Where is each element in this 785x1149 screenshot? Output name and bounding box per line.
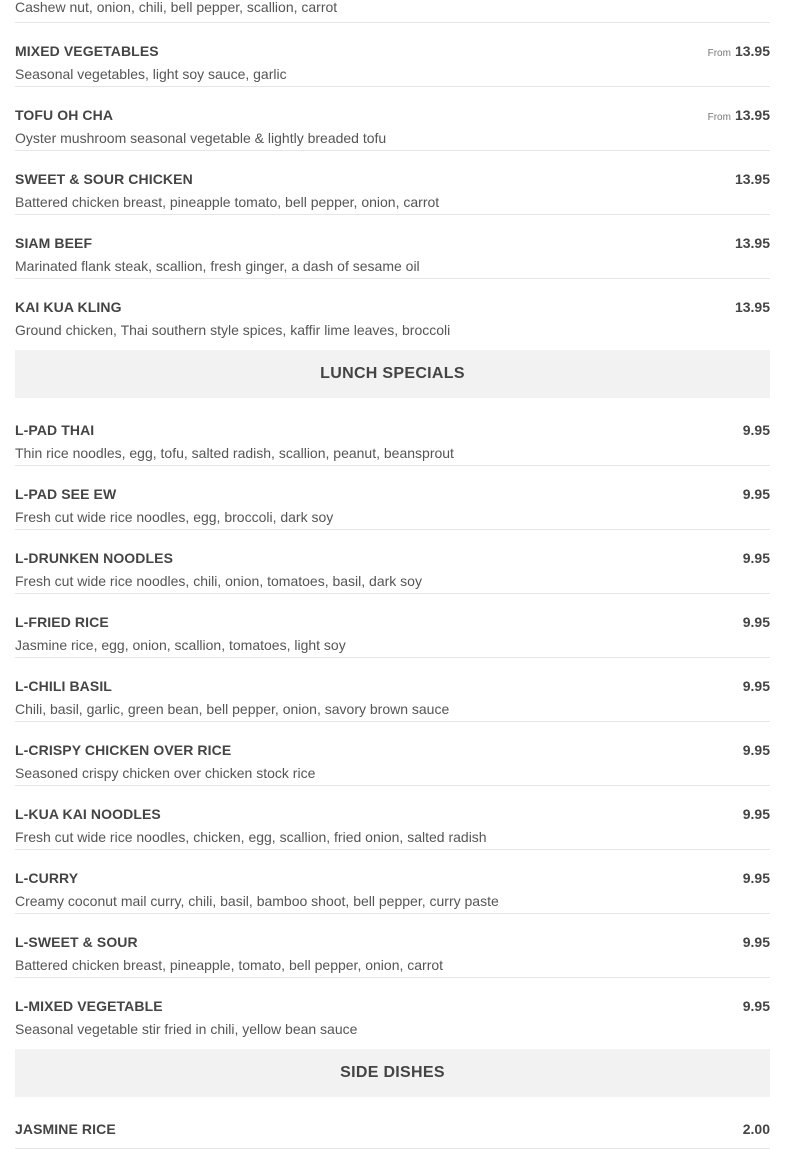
item-name: TOFU OH CHA — [15, 107, 114, 123]
item-name: L-PAD THAI — [15, 422, 95, 438]
item-name: L-SWEET & SOUR — [15, 934, 138, 950]
menu-item[interactable] — [15, 978, 770, 1041]
item-name: L-PAD SEE EW — [15, 486, 117, 502]
item-price: 9.95 — [742, 998, 770, 1014]
item-description: Ground chicken, Thai southern style spices, kaffir lime leaves, broccoli — [15, 322, 451, 338]
item-description: Fresh cut wide rice noodles, chili, onion, tomatoes, basil, dark soy — [15, 573, 422, 589]
item-description: Battered chicken breast, pineapple, tomato, bell pepper, onion, carrot — [15, 957, 444, 973]
item-name: L-CURRY — [15, 870, 79, 886]
item-price: 9.95 — [742, 422, 770, 438]
menu-item[interactable] — [15, 914, 770, 978]
item-name: L-KUA KAI NOODLES — [15, 806, 161, 822]
item-price: 9.95 — [742, 614, 770, 630]
menu-list — [15, 0, 770, 1149]
from-label: From — [707, 112, 731, 123]
menu-item[interactable] — [15, 87, 770, 151]
item-description: Seasonal vegetables, light soy sauce, garlic — [15, 66, 287, 82]
item-name: L-CHILI BASIL — [15, 678, 112, 694]
item-name: L-MIXED VEGETABLE — [15, 998, 163, 1014]
item-name: SIAM BEEF — [15, 235, 93, 251]
item-price: 13.95 — [734, 235, 770, 251]
menu-item[interactable] — [15, 594, 770, 658]
item-price: 9.95 — [742, 870, 770, 886]
item-name: KAI KUA KLING — [15, 299, 122, 315]
menu-item[interactable] — [15, 466, 770, 530]
item-description: Thin rice noodles, egg, tofu, salted radish, scallion, peanut, beansprout — [15, 445, 454, 461]
item-price: 9.95 — [742, 678, 770, 694]
item-name: JASMINE RICE — [15, 1121, 116, 1137]
item-description: Fresh cut wide rice noodles, chicken, egg, scallion, fried onion, salted radish — [15, 829, 487, 845]
menu-item[interactable] — [15, 215, 770, 279]
menu-item[interactable] — [15, 23, 770, 87]
item-name: MIXED VEGETABLES — [15, 43, 159, 59]
item-price: 9.95 — [742, 550, 770, 566]
item-description: Fresh cut wide rice noodles, egg, broccoli, dark soy — [15, 509, 334, 525]
menu-item[interactable] — [15, 402, 770, 466]
item-price: 13.95 — [734, 299, 770, 315]
item-price: 9.95 — [742, 934, 770, 950]
menu-item[interactable] — [15, 1101, 770, 1149]
menu-item[interactable] — [15, 151, 770, 215]
item-description: Jasmine rice, egg, onion, scallion, tomatoes, light soy — [15, 637, 346, 653]
section-header-lunch-specials: LUNCH SPECIALS — [15, 350, 770, 398]
menu-item[interactable] — [15, 0, 770, 23]
item-description: Battered chicken breast, pineapple tomato, bell pepper, onion, carrot — [15, 194, 440, 210]
item-price: 13.95 — [734, 171, 770, 187]
item-price: From 13.95 — [707, 107, 770, 123]
menu-item[interactable] — [15, 279, 770, 342]
item-price: 9.95 — [742, 806, 770, 822]
menu-item[interactable] — [15, 850, 770, 914]
item-price: 9.95 — [742, 742, 770, 758]
item-name: L-DRUNKEN NOODLES — [15, 550, 174, 566]
item-name: L-CRISPY CHICKEN OVER RICE — [15, 742, 232, 758]
section-header-side-dishes: SIDE DISHES — [15, 1049, 770, 1097]
item-name: SWEET & SOUR CHICKEN — [15, 171, 193, 187]
menu-item[interactable] — [15, 530, 770, 594]
item-description: Seasoned crispy chicken over chicken stock rice — [15, 765, 316, 781]
item-price: 2.00 — [742, 1121, 770, 1137]
menu-item[interactable] — [15, 722, 770, 786]
item-description: Creamy coconut mail curry, chili, basil, bamboo shoot, bell pepper, curry paste — [15, 893, 499, 909]
item-description: Cashew nut, onion, chili, bell pepper, scallion, carrot — [15, 0, 338, 15]
item-description: Marinated flank steak, scallion, fresh ginger, a dash of sesame oil — [15, 258, 420, 274]
item-description: Oyster mushroom seasonal vegetable & lightly breaded tofu — [15, 130, 387, 146]
item-description: Seasonal vegetable stir fried in chili, yellow bean sauce — [15, 1021, 358, 1037]
menu-item[interactable] — [15, 658, 770, 722]
item-price: From 13.95 — [707, 43, 770, 59]
item-name: L-FRIED RICE — [15, 614, 109, 630]
from-label: From — [707, 48, 731, 59]
item-price: 9.95 — [742, 486, 770, 502]
item-description: Chili, basil, garlic, green bean, bell pepper, onion, savory brown sauce — [15, 701, 450, 717]
menu-item[interactable] — [15, 786, 770, 850]
